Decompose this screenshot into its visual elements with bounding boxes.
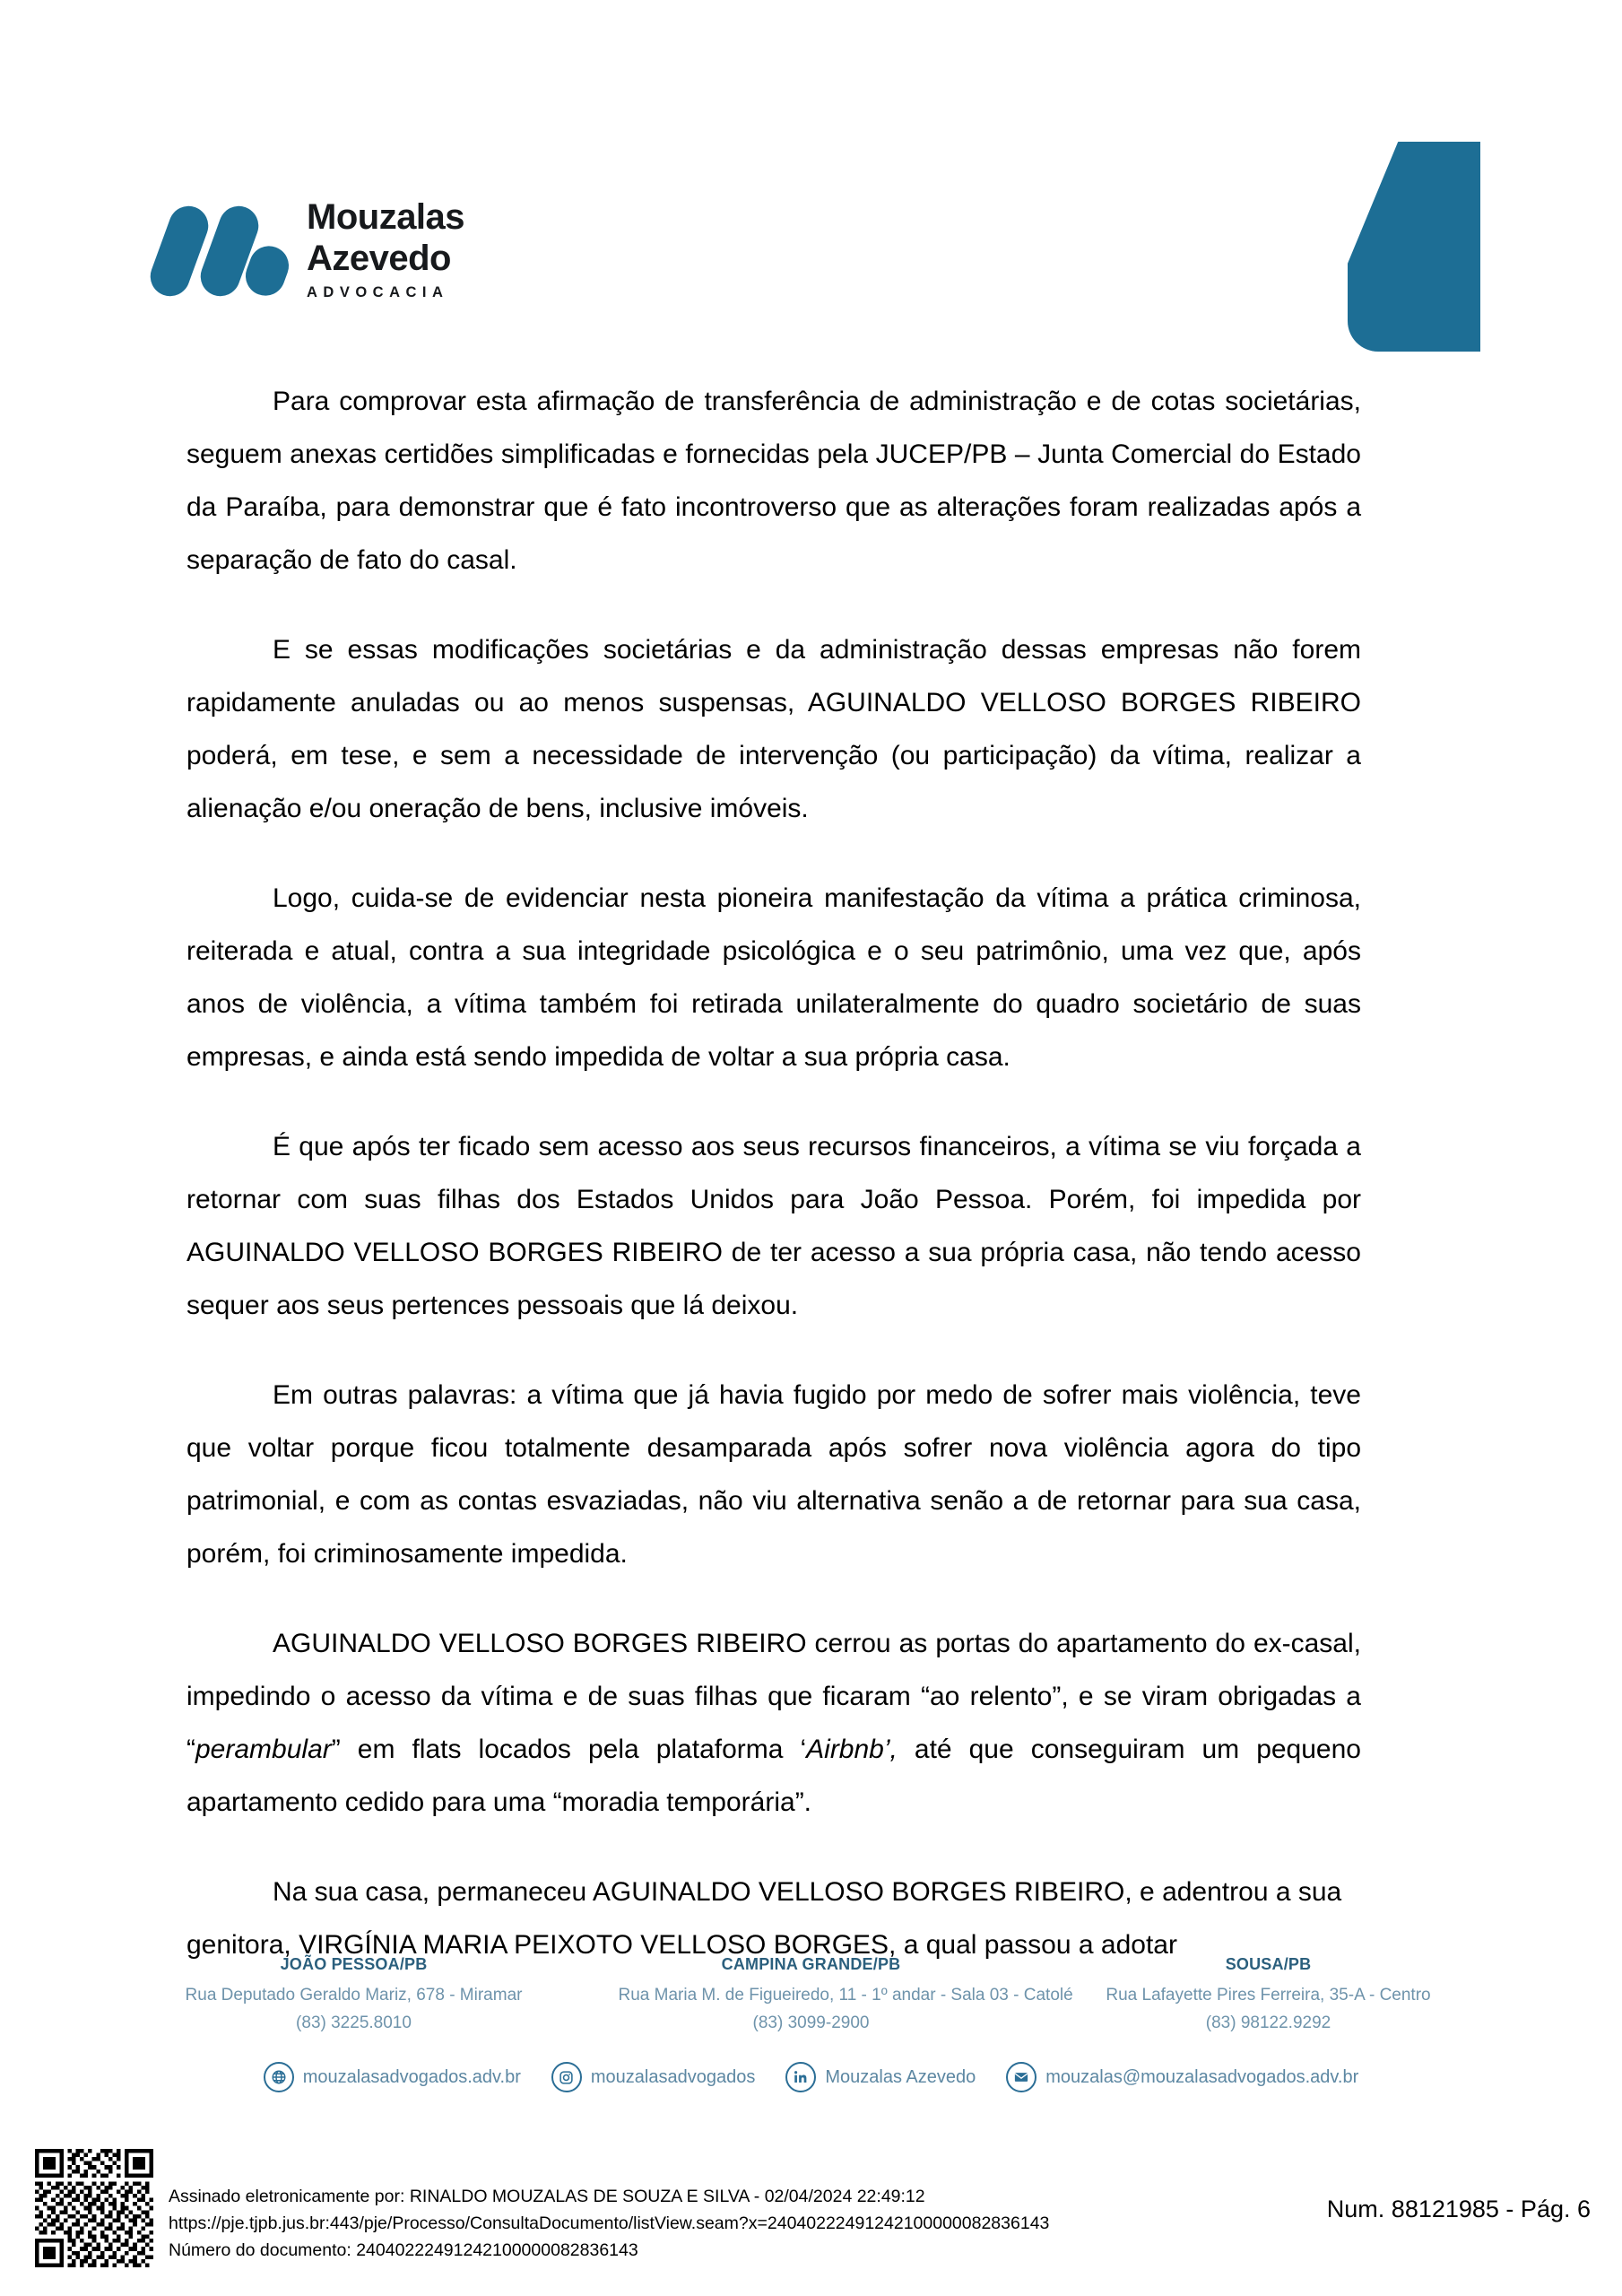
paragraph-airbnb-part3: até que conseguiram um pequeno apartamento cedido para uma “moradia temporária”.	[186, 1735, 1361, 1817]
qr-code	[31, 2149, 157, 2267]
social-linkedin[interactable]	[785, 2062, 976, 2092]
paragraph-last: Na sua casa, permaneceu AGUINALDO VELLOSO BORGES RIBEIRO, e adentrou a sua genitora, VIRGÍNIA MARIA PEIXOTO VELLOSO BORGES, a qual passou a adotar	[186, 1877, 1342, 1960]
office-city: JOÃO PESSOA/PB	[280, 1955, 428, 1973]
paragraph: Em outras palavras: a vítima que já havia fugido por medo de sofrer mais violência, teve que voltar porque ficou totalmente desamparada após sofrer nova violência agora do tipo patrimonial, e com as contas esvaziadas, não viu alternativa senão a de retornar para sua casa, porém, foi criminosamente impedida.	[186, 1380, 1361, 1569]
social-website[interactable]	[264, 2062, 521, 2092]
office-address: Rua Maria M. de Figueiredo, 11 - 1º andar - Sala 03 - Catolé	[618, 1986, 1073, 2005]
header-accent-shape	[1348, 142, 1480, 352]
paragraph-airbnb-part2: ” em flats locados pela plataforma ‘	[331, 1735, 807, 1764]
office-phone: (83) 3225.8010	[296, 2013, 412, 2032]
logo-line-2: Azevedo	[307, 239, 451, 278]
office-phone: (83) 98122.9292	[1205, 2013, 1331, 2032]
electronic-signature-block	[169, 2183, 1049, 2264]
email-icon	[1006, 2062, 1037, 2092]
office-entry	[161, 1955, 547, 2033]
paragraph-airbnb-italic-perambular: perambular	[195, 1735, 332, 1764]
social-email[interactable]	[1006, 2062, 1358, 2092]
office-phone: (83) 3099-2900	[752, 2013, 870, 2032]
office-city: CAMPINA GRANDE/PB	[721, 1955, 901, 1973]
social-links	[0, 2062, 1622, 2092]
logo-line-1: Mouzalas	[307, 197, 465, 237]
social-instagram[interactable]	[551, 2062, 755, 2092]
social-website-label: mouzalasadvogados.adv.br	[302, 2066, 521, 2087]
office-city: SOUSA/PB	[1225, 1955, 1312, 1973]
signature-signer-line: Assinado eletronicamente por: RINALDO MOUZALAS DE SOUZA E SILVA - 02/04/2024 22:49:12	[169, 2187, 925, 2206]
paragraph: E se essas modificações societárias e da administração dessas empresas não forem rapidamente anuladas ou ao menos suspensas, AGUINALDO VELLOSO BORGES RIBEIRO poderá, em tese, e sem a necessidade de intervenção (ou participação) da vítima, realizar a alienação e/ou oneração de bens, inclusive imóveis.	[186, 635, 1361, 823]
logo-tagline: ADVOCACIA	[307, 284, 449, 300]
signature-url-line: https://pje.tjpb.jus.br:443/pje/Processo/ConsultaDocumento/listView.seam?x=24040222491242100000082836143	[169, 2213, 1050, 2233]
globe-icon	[264, 2062, 294, 2092]
letterhead-header	[0, 0, 1622, 359]
office-entry	[618, 1955, 1073, 2033]
office-address: Rua Lafayette Pires Ferreira, 35-A - Centro	[1106, 1986, 1431, 2005]
social-linkedin-label: Mouzalas Azevedo	[825, 2066, 976, 2087]
paragraph-airbnb-italic-airbnb: Airbnb’,	[806, 1735, 898, 1764]
paragraph: Logo, cuida-se de evidenciar nesta pioneira manifestação da vítima a prática criminosa, reiterada e atual, contra a sua integridade psicológica e o seu patrimônio, uma vez que, após anos de violência, a vítima também foi retirada unilateralmente do quadro societário de suas empresas, e ainda está sendo impedida de voltar a sua própria casa.	[186, 883, 1361, 1072]
letterhead-footer	[0, 1955, 1622, 2092]
social-instagram-label: mouzalasadvogados	[590, 2066, 756, 2087]
mouzalas-m-mark-icon	[154, 199, 287, 300]
paragraph-airbnb	[186, 1617, 1361, 1829]
paragraph: Para comprovar esta afirmação de transferência de administração e de cotas societárias, seguem anexas certidões simplificadas e fornecidas pela JUCEP/PB – Junta Comercial do Estado da Paraíba, para demonstrar que é fato incontroverso que as alterações foram realizadas após a separação de fato do casal.	[186, 387, 1361, 575]
paragraph: É que após ter ficado sem acesso aos seus recursos financeiros, a vítima se viu forçada a retornar com suas filhas dos Estados Unidos para João Pessoa. Porém, foi impedida por AGUINALDO VELLOSO BORGES RIBEIRO de ter acesso a sua própria casa, não tendo acesso sequer aos seus pertences pessoais que lá deixou.	[186, 1132, 1361, 1320]
document-body	[186, 375, 1361, 1971]
linkedin-icon	[785, 2062, 816, 2092]
firm-logo	[154, 199, 464, 300]
page-number-label: Num. 88121985 - Pág. 6	[1326, 2196, 1591, 2222]
instagram-icon	[551, 2062, 582, 2092]
office-list	[0, 1955, 1622, 2033]
signature-document-number-line: Número do documento: 24040222491242100000082836143	[169, 2240, 638, 2260]
paragraph-airbnb-part1: AGUINALDO VELLOSO BORGES RIBEIRO cerrou as portas do apartamento do ex-casal, impedindo o acesso da vítima e de suas filhas que ficaram “ao relento”, e se viram obrigadas a “	[186, 1629, 1361, 1764]
office-entry	[1076, 1955, 1462, 2033]
social-email-label: mouzalas@mouzalasadvogados.adv.br	[1045, 2066, 1359, 2087]
logo-wordmark	[307, 199, 464, 300]
office-address: Rua Deputado Geraldo Mariz, 678 - Miramar	[185, 1986, 523, 2005]
